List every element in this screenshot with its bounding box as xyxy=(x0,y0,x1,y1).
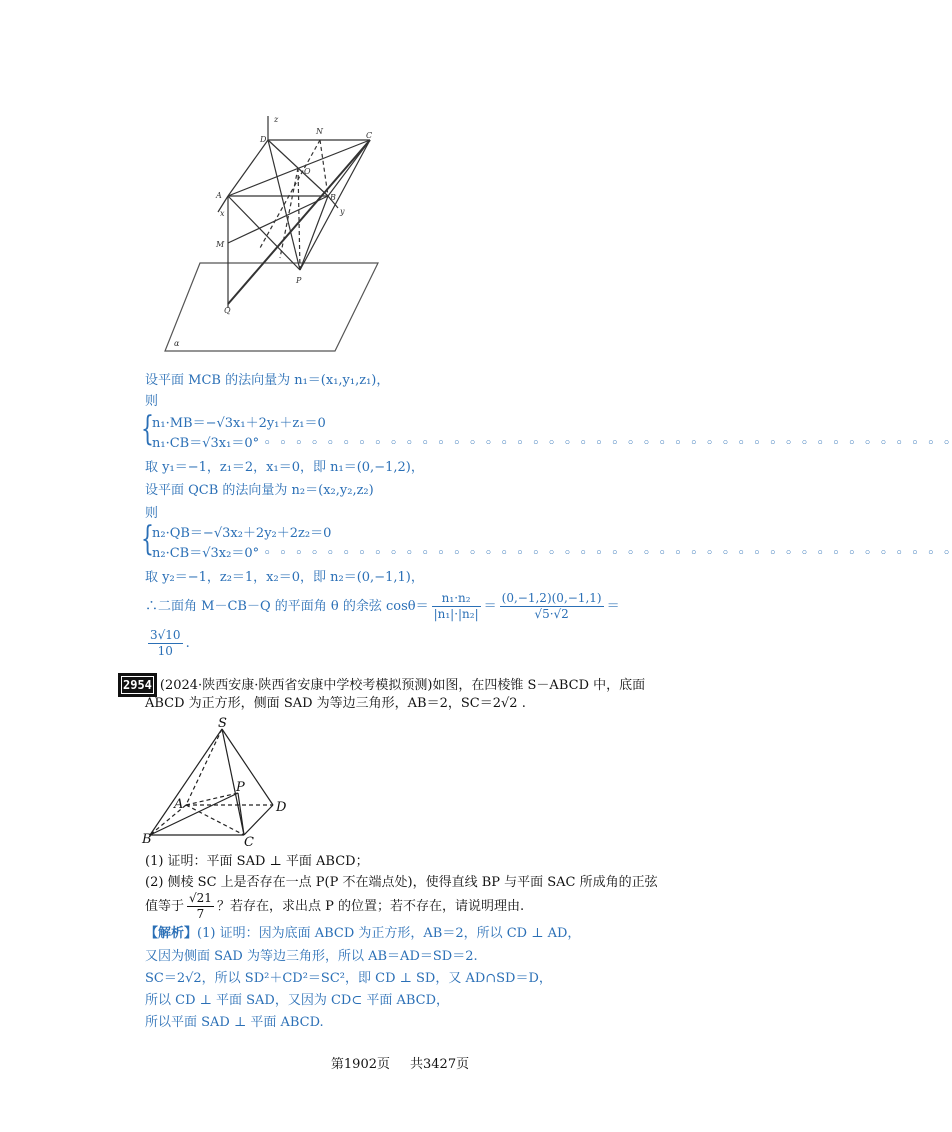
analysis-tag: 【解析】 xyxy=(145,926,198,941)
page-number: 第1902页 xyxy=(330,1057,390,1072)
problem-number-badge: 2954 xyxy=(118,673,157,697)
problem-header: 2954 (2024·陕西安康·陕西省安康中学校考模拟预测)如图，在四棱锥 S－ABCD 中，底面 xyxy=(118,673,645,697)
label-alpha: α xyxy=(174,339,180,348)
label-x: x xyxy=(220,209,225,218)
label-B: B xyxy=(330,193,336,202)
analysis-line-1: 【解析】(1) 证明：因为底面 ABCD 为正方形，AB＝2，所以 CD ⊥ AD， xyxy=(145,926,581,941)
problem-line-2: ABCD 为正方形，侧面 SAD 为等边三角形，AB＝2，SC＝2√2 . xyxy=(145,696,526,711)
plane-alpha xyxy=(165,263,378,351)
label-C2: C xyxy=(244,835,254,850)
system2-row2: n₂·CB＝√3x₂＝0° ◦ ◦ ◦ ◦ ◦ ◦ ◦ ◦ ◦ ◦ ◦ ◦ ◦ ◦ ◦ ◦ ◦ ◦ ◦ ◦ ◦ ◦ ◦ ◦ ◦ ◦ ◦ ◦ ◦ ◦ ◦ ◦ ◦ ◦ ◦ ◦ ◦ ◦ ◦ ◦ ◦ ◦ ◦ ◦ xyxy=(152,546,952,561)
total-pages: 共3427页 xyxy=(410,1057,470,1072)
problem-part-2-continued: 值等于 $\frac{√21}{7}$ ？若存在，求出点 P 的位置；若不存在，请说明理由. xyxy=(145,891,525,921)
solution-line-7: 则 xyxy=(145,506,159,521)
solution-line-6: 设平面 QCB 的法向量为 n₂＝(x₂,y₂,z₂) xyxy=(145,483,374,498)
label-y: y xyxy=(340,207,345,216)
solution-line-1: 设平面 MCB 的法向量为 n₁＝(x₁,y₁,z₁)， xyxy=(145,373,390,388)
problem-part-2: (2) 侧棱 SC 上是否存在一点 P(P 不在端点处)，使得直线 BP 与平面 SAC 所成角的正弦 xyxy=(145,875,658,890)
system1-row1: n₁·MB＝−√3x₁＋2y₁＋z₁＝0 xyxy=(152,416,326,431)
label-D: D xyxy=(260,135,267,144)
label-O: O xyxy=(304,167,311,176)
problem-part-1: (1) 证明：平面 SAD ⊥ 平面 ABCD； xyxy=(145,854,369,869)
analysis-line-3: SC＝2√2，所以 SD²＋CD²＝SC²，即 CD ⊥ SD，又 AD∩SD＝D， xyxy=(145,971,552,986)
system1-row2: n₁·CB＝√3x₁＝0° ◦ ◦ ◦ ◦ ◦ ◦ ◦ ◦ ◦ ◦ ◦ ◦ ◦ ◦ ◦ ◦ ◦ ◦ ◦ ◦ ◦ ◦ ◦ ◦ ◦ ◦ ◦ ◦ ◦ ◦ ◦ ◦ ◦ ◦ ◦ ◦ ◦ ◦ ◦ ◦ ◦ ◦ ◦ ◦ xyxy=(152,436,952,451)
system2-row1: n₂·QB＝−√3x₂＋2y₂＋2z₂＝0 xyxy=(152,526,332,541)
cosine-result-line: ∴二面角 M－CB－Q 的平面角 θ 的余弦 cosθ＝ $\frac{\text{n₁·n₂}}{\text{|n₁|·|n₂|}}$ ＝ $\frac{(0,-1,2)(0,-1,1)}{√5\cdot√2}$ ＝ xyxy=(145,591,620,621)
label-Q: Q xyxy=(224,306,231,315)
brace-system-2: { xyxy=(141,519,154,559)
figure-pyramid-sabcd xyxy=(140,715,300,850)
label-P: P xyxy=(296,276,302,285)
label-A: A xyxy=(216,191,222,200)
solution-line-5: 取 y₁＝−1，z₁＝2，x₁＝0，即 n₁＝(0,−1,2)， xyxy=(145,460,424,475)
analysis-line-2: 又因为侧面 SAD 为等边三角形，所以 AB＝AD＝SD＝2. xyxy=(145,949,478,964)
figure-3d-coordinate-diagram xyxy=(160,108,400,358)
label-z: z xyxy=(274,115,279,124)
label-A2: A xyxy=(174,797,184,812)
solution-line-2: 则 xyxy=(145,394,159,409)
brace-system-1: { xyxy=(141,409,154,449)
label-D2: D xyxy=(276,800,287,815)
label-M: M xyxy=(216,240,225,249)
page-footer xyxy=(0,1053,800,1072)
label-N: N xyxy=(316,127,323,136)
solution-line-10: 取 y₂＝−1，z₂＝1，x₂＝0，即 n₂＝(0,−1,1)， xyxy=(145,570,424,585)
analysis-line-5: 所以平面 SAD ⊥ 平面 ABCD. xyxy=(145,1015,324,1030)
analysis-line-4: 所以 CD ⊥ 平面 SAD，又因为 CD⊂ 平面 ABCD， xyxy=(145,993,450,1008)
label-S: S xyxy=(218,716,227,731)
label-P2: P xyxy=(236,780,245,795)
label-B2: B xyxy=(142,832,152,847)
cosine-final-value: $\frac{3√10}{10}$ . xyxy=(150,628,190,658)
label-C: C xyxy=(366,131,373,140)
